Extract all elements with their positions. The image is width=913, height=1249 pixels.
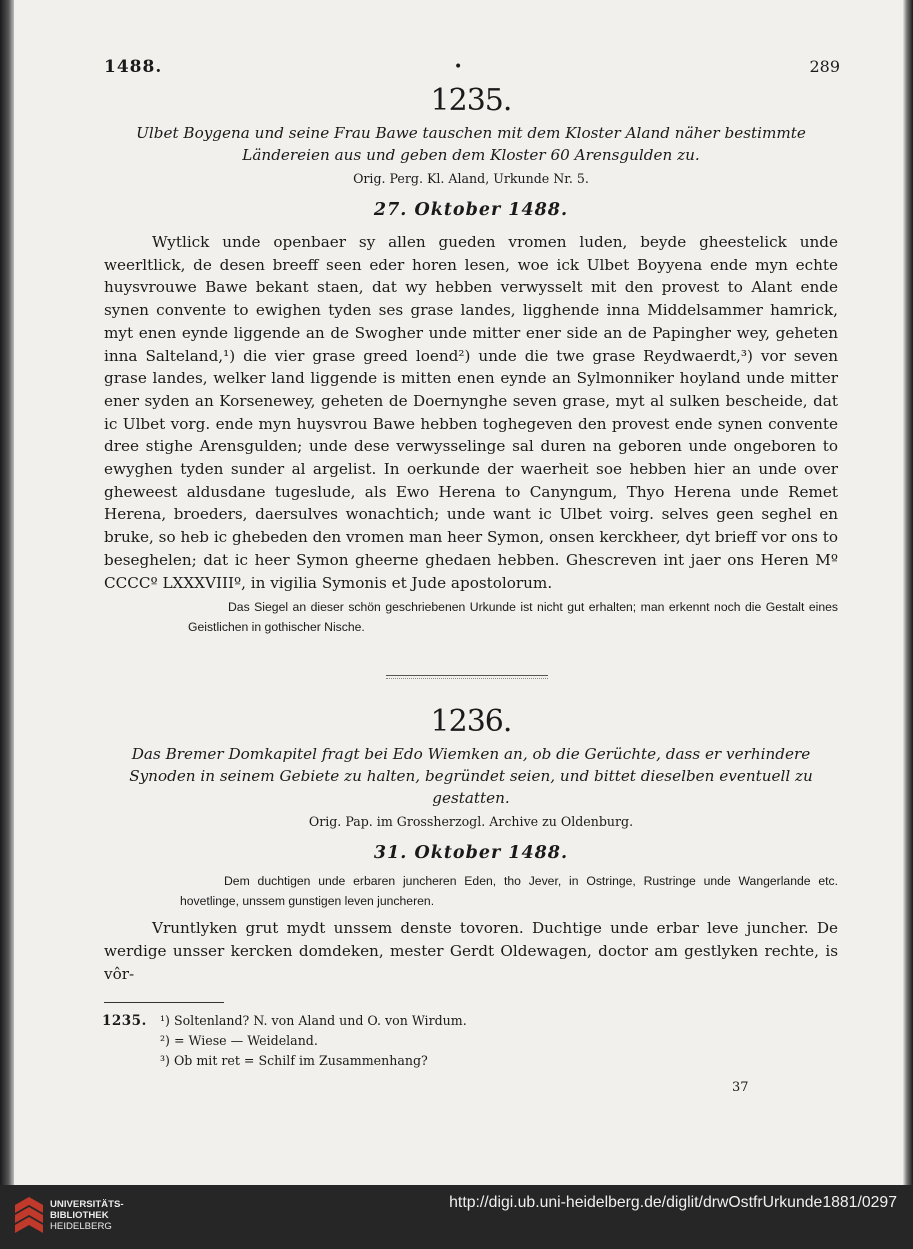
running-head [104, 56, 838, 82]
document-number: 1235. [430, 83, 512, 118]
document-1235 [104, 82, 838, 637]
document-heading: Ulbet Boygena und seine Frau Bawe tauschen mit dem Kloster Aland näher bestimmte Ländereien aus und geben dem Kloster 60 Arensgulden zu. [136, 124, 806, 164]
permalink-url[interactable]: http://digi.ub.uni-heidelberg.de/diglit/drwOstfrUrkunde1881/0297 [449, 1194, 897, 1211]
library-name-line: BIBLIOTHEK [50, 1210, 109, 1221]
book-edge-right [903, 0, 913, 1185]
viewer-footer [0, 1185, 913, 1249]
running-head-dot: • [454, 59, 463, 75]
footnotes [104, 1011, 838, 1071]
book-gutter-left [0, 0, 14, 1185]
signature-number: 37 [732, 1080, 749, 1096]
running-head-year: 1488. [104, 57, 163, 77]
footnote-item: ¹) Soltenland? N. von Aland und O. von Wirdum. [160, 1013, 467, 1029]
footnote-label: 1235. [102, 1013, 147, 1030]
letter-address: Dem duchtigen unde erbaren juncheren Eden, tho Jever, in Ostringe, Rustringe unde Wangerlande etc. hovetlinge, unssem gunstigen leven juncheren. [180, 874, 838, 908]
footnote-item: ²) = Wiese — Weideland. [160, 1033, 318, 1049]
separator-rule-dotted [386, 678, 548, 679]
separator-rule [386, 675, 548, 676]
library-name-line: UNIVERSITÄTS- [50, 1199, 124, 1210]
signature-mark [104, 1077, 838, 1103]
editorial-note: Das Siegel an dieser schön geschriebenen Urkunde ist nicht gut erhalten; man erkennt noch die Gestalt eines Geistlichen in gothischer Nische. [188, 600, 838, 634]
footnote-rule [104, 1002, 224, 1003]
university-library-logo-icon [12, 1195, 46, 1235]
library-name-line: HEIDELBERG [50, 1221, 112, 1232]
document-source: Orig. Pap. im Grossherzogl. Archive zu Oldenburg. [308, 814, 634, 830]
document-body [104, 231, 838, 594]
document-1236 [104, 703, 838, 985]
document-text: Vruntlyken grut mydt unssem denste tovoren. Duchtige unde erbar leve juncher. De werdige unsser kercken domdeken, mester Gerdt Oldewagen, doctor am gestlyken rechte, is vôr- [104, 919, 838, 983]
document-date: 27. Oktober 1488. [373, 200, 569, 220]
document-heading: Das Bremer Domkapitel fragt bei Edo Wiemken an, ob die Gerüchte, dass er verhindere Synoden in seinem Gebiete zu halten, begründet seien, und bittet dieselben eventuell zu gestatten. [129, 745, 813, 808]
document-source: Orig. Perg. Kl. Aland, Urkunde Nr. 5. [353, 171, 589, 186]
document-text: Wytlick unde openbaer sy allen gueden vromen luden, beyde gheestelick unde weerltlick, de desen breeff seen eder horen lesen, woe ick Ulbet Boyyena ende myn echte huysvrouwe Bawe bekant staen, dat wy hebben verwysselt mit den provest to Alant ende synen convente to ewighen tyden ses grase landes, ligghende inna Middelsammer hamrick, myt enen eynde liggende an de Swogher unde mitter ener side an de Papingher wey, geheten inna Salteland,¹) die vier grase greed loend²) unde die twe grase Reydwaerdt,³) vor seven grase landes, welker land liggende is mitten enen eynde an Sylmonniker hoyland unde mitter ener syden an Korsenewey, geheten de Doernynghe seven grase, myt al sulken bescheide, dat ic Ulbet vorg. ende myn huysvrou Bawe hebben toghegeven den provest ende synen convente dree stighe Arensgulden; unde dese verwysselinge sal duren na geboren unde ongeboren to ewyghen tyden sunder al argelist. In oerkunde der waerheit soe hebben hier an unde over gheweest aldusdane tugeslude, als Ewo Herena to Canyngum, Thyo Herena unde Remet Herena, broeders, daersulves wonachtich; unde want ic Ulbet voirg. selves geen seghel en bruke, so heb ic ghebeden den vromen man heer Symon, onsen kerckheer, dyt brieff vor ons to beseghelen; dat ic heer Symon gheerne ghedaen hebben. Ghescreven int jaer ons Heren Mº CCCCº LXXXVIIIº, in vigilia Symonis et Jude apostolorum. [104, 233, 838, 592]
library-name [50, 1199, 124, 1232]
document-body [104, 917, 838, 985]
footnote-item: ³) Ob mit ret = Schilf im Zusammenhang? [160, 1053, 428, 1069]
section-separator [104, 637, 838, 703]
document-date: 31. Oktober 1488. [373, 843, 569, 864]
page-number: 289 [809, 57, 840, 76]
page-content [104, 56, 838, 1103]
document-number: 1236. [430, 704, 512, 740]
